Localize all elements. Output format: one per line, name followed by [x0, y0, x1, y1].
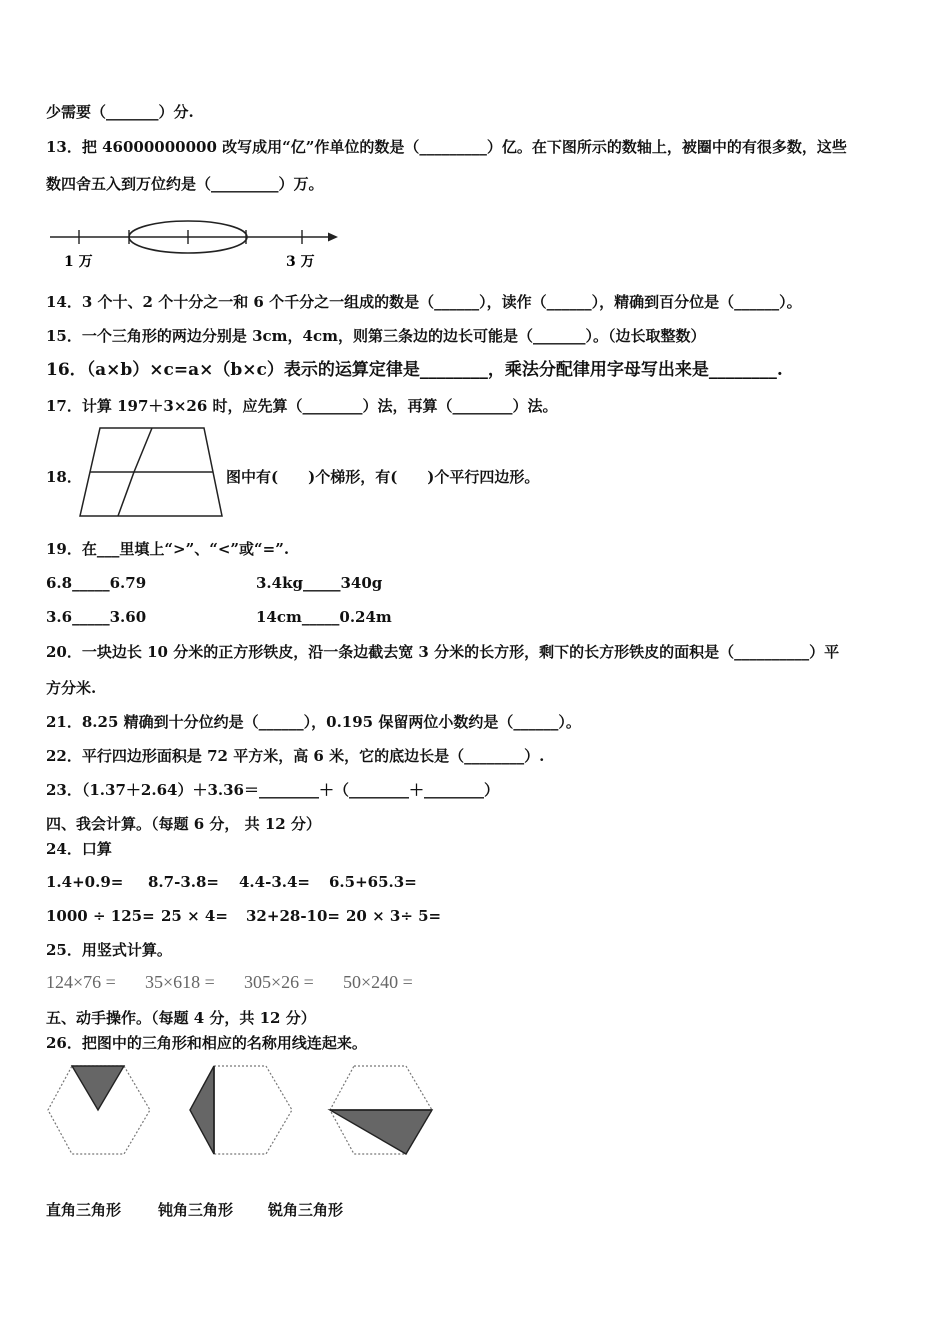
question-24: 24．口算: [46, 840, 112, 858]
mental-calc: 1000 ÷ 125=: [46, 907, 155, 925]
question-20-line2: 方分米.: [46, 679, 97, 697]
mental-calc: 32+28-10=: [246, 907, 340, 925]
shaded-triangle: [72, 1066, 124, 1110]
question-23: 23．（1.37＋2.64）＋3.36＝________＋（________＋________）: [46, 781, 499, 799]
hexagon-acute-triangle: [46, 1064, 152, 1156]
triangle-name-right: 直角三角形: [46, 1201, 122, 1219]
question-15: 15．一个三角形的两边分别是 3cm，4cm，则第三条边的边长可能是（_______）。（边长取整数）: [46, 327, 706, 345]
question-17: 17．计算 197＋3×26 时，应先算（________）法，再算（________）法。: [46, 397, 558, 415]
number-line-label-right: 3 万: [286, 254, 315, 270]
question-18-text: 图中有( )个梯形，有( )个平行四边形。: [226, 468, 540, 486]
vertical-calc: 305×26 =: [244, 972, 314, 992]
vertical-calc: 35×618 =: [145, 972, 215, 992]
question-25: 25．用竖式计算。: [46, 941, 172, 959]
mental-calc: 25 × 4=: [161, 907, 228, 925]
question-26: 26．把图中的三角形和相应的名称用线连起来。: [46, 1034, 367, 1052]
question-20-line1: 20．一块边长 10 分米的正方形铁皮，沿一条边截去宽 3 分米的长方形，剩下的长方形铁皮的面积是（__________）平: [46, 643, 840, 661]
mental-calc: 6.5+65.3=: [329, 873, 417, 891]
mental-calc: 8.7-3.8=: [148, 873, 219, 891]
hexagon-right-triangle: [188, 1064, 294, 1156]
trapezoid-figure: [78, 426, 226, 518]
question-21: 21．8.25 精确到十分位约是（______），0.195 保留两位小数约是（______）。: [46, 713, 581, 731]
number-line-arrow: [328, 233, 338, 242]
question-13-line2: 数四舍五入到万位约是（_________）万。: [46, 175, 324, 193]
question-14: 14．3 个十、2 个十分之一和 6 个千分之一组成的数是（______），读作（______），精确到百分位是（______）。: [46, 293, 802, 311]
compare-item: 6.8_____6.79: [46, 574, 147, 592]
compare-item: 14cm_____0.24m: [256, 608, 392, 626]
question-22: 22．平行四边形面积是 72 平方米，高 6 米，它的底边长是（________）.: [46, 747, 545, 765]
section-4-heading: 四、我会计算。（每题 6 分， 共 12 分）: [46, 815, 321, 833]
hexagon-obtuse-triangle: [328, 1064, 434, 1156]
section-5-heading: 五、动手操作。（每题 4 分，共 12 分）: [46, 1009, 316, 1027]
question-18-number: 18．: [46, 468, 82, 486]
mental-calc: 1.4+0.9=: [46, 873, 124, 891]
triangle-name-obtuse: 钝角三角形: [158, 1201, 234, 1219]
question-13-line1: 13．把 46000000000 改写成用“亿”作单位的数是（_________）亿。在下图所示的数轴上，被圈中的有很多数，这些: [46, 138, 847, 156]
mental-calc: 4.4-3.4=: [239, 873, 310, 891]
vertical-calc: 124×76 =: [46, 972, 116, 992]
shaded-triangle: [330, 1110, 432, 1154]
number-line-figure: [46, 220, 346, 272]
q12-tail: 少需要（_______）分.: [46, 103, 194, 121]
compare-item: 3.4kg_____340g: [256, 574, 383, 592]
question-16: 16．（a×b）×c=a×（b×c）表示的运算定律是________，乘法分配律用字母写出来是________.: [46, 360, 783, 380]
mental-calc: 20 × 3÷ 5=: [346, 907, 442, 925]
triangle-name-acute: 锐角三角形: [268, 1201, 344, 1219]
number-line-label-left: 1 万: [64, 254, 93, 270]
shaded-triangle: [190, 1066, 214, 1154]
vertical-calc: 50×240 =: [343, 972, 413, 992]
compare-item: 3.6_____3.60: [46, 608, 147, 626]
question-19: 19．在___里填上“>”、“<”或“=”.: [46, 540, 290, 558]
